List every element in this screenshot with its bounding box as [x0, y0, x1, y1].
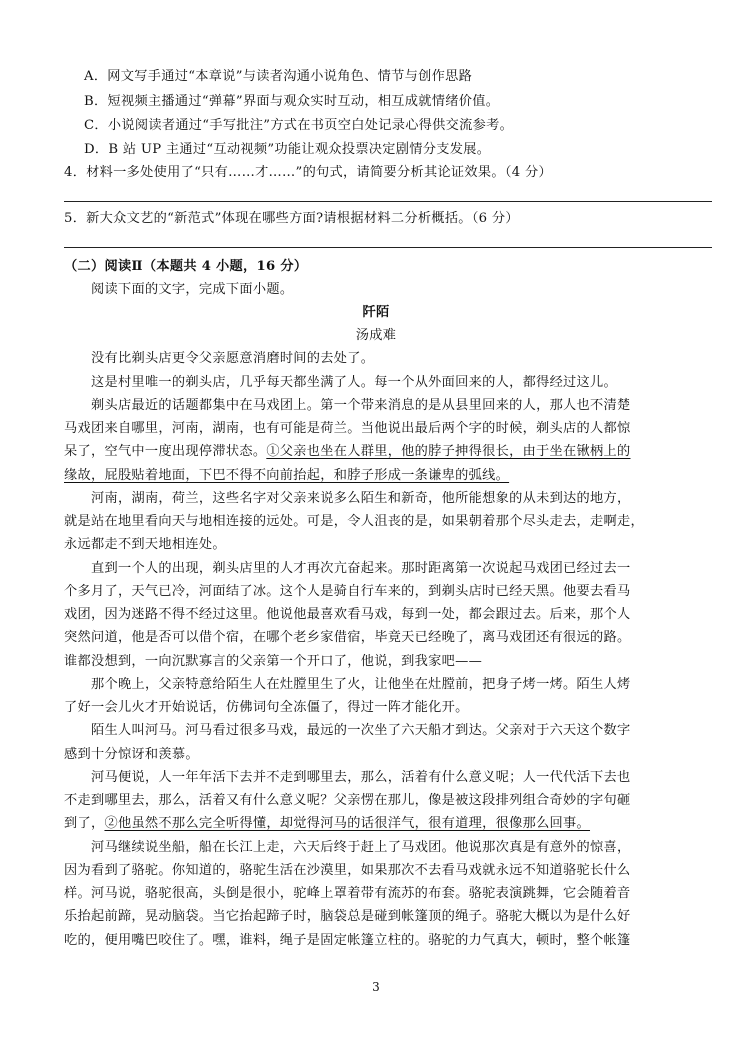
paragraph-9-line-3: 样。河马说，骆驼很高，头倒是很小，驼峰上罩着带有流苏的布套。骆驼表演跳舞，它会随着音: [64, 886, 631, 901]
answer-line-5: [64, 247, 712, 248]
paragraph-9-line-1: 河马继续说坐船，船在长江上走，六天后终于赶上了马戏团。他说那次真是有意外的惊喜，: [91, 840, 631, 855]
option-a: A．网文写手通过“本章说”与读者沟通小说角色、情节与创作思路: [84, 69, 473, 84]
paragraph-9-line-4: 乐抬起前蹄，晃动脑袋。当它抬起蹄子时，脑袋总是碰到帐篷顶的绳子。骆驼大概以为是什么好: [64, 909, 631, 924]
question-4: 4．材料一多处使用了“只有……才……”的句式，请简要分析其论证效果。（4 分）: [64, 165, 552, 180]
paragraph-3-line-3: [64, 443, 630, 461]
paragraph-4-line-2: 就是站在地里看向天与地相连接的远处。可是，令人沮丧的是，如果朝着那个尽头走去，走啊走，: [64, 514, 644, 529]
option-b: B．短视频主播通过“弹幕”界面与观众实时互动，相互成就情绪价值。: [84, 94, 500, 109]
paragraph-7-line-2: 感到十分惊讶和羡慕。: [64, 747, 199, 762]
instruction: 阅读下面的文字，完成下面小题。: [91, 282, 294, 297]
underlined-sentence-1-cont: 缘故，屁股贴着地面，下巴不得不向前抬起，和脖子形成一条谦卑的弧线。: [64, 468, 510, 483]
question-5: 5．新大众文艺的“新范式”体现在哪些方面?请根据材料二分析概括。（6 分）: [64, 211, 519, 226]
paragraph-7-line-1: 陌生人叫河马。河马看过很多马戏，最远的一次坐了六天船才到达。父亲对于六天这个数字: [91, 723, 631, 738]
underlined-sentence-1: ①父亲也坐在人群里，他的脖子抻得很长，由于坐在锹柄上的: [266, 444, 631, 459]
paragraph-1: 没有比剃头店更令父亲愿意消磨时间的去处了。: [91, 351, 375, 366]
paragraph-8-line-1: 河马便说，人一年年活下去并不走到哪里去，那么，活着有什么意义呢；人一代代活下去也: [91, 770, 631, 785]
underlined-sentence-2: ②他虽然不那么完全听得懂，却觉得河马的话很洋气，很有道理，很像那么回事。: [104, 816, 591, 831]
paragraph-6-line-2: 了好一会儿火才开始说话，仿佛词句全冻僵了，得过一阵才能化开。: [64, 700, 469, 715]
paragraph-8-line-2: 不走到哪里去，那么，活着又有什么意义呢？父亲愣在那儿，像是被这段排列组合奇妙的字句砸: [64, 793, 631, 808]
paragraph-3-line-2: 马戏团来自哪里，河南，湖南，也有可能是荷兰。当他说出最后两个字的时候，剃头店的人都惊: [64, 421, 631, 436]
option-c: C．小说阅读者通过“手写批注”方式在书页空白处记录心得供交流参考。: [84, 118, 514, 133]
article-title: 阡陌: [362, 305, 390, 320]
paragraph-2: 这是村里唯一的剃头店，几乎每天都坐满了人。每一个从外面回来的人，都得经过这儿。: [91, 375, 618, 390]
paragraph-5-line-2: 个多月了，天气已冷，河面结了冰。这个人是骑自行车来的，到剃头店时已经天黑。他要去看马: [64, 584, 631, 599]
section-heading: （二）阅读Ⅱ（本题共 4 小题，16 分）: [64, 259, 308, 274]
paragraph-6-line-1: 那个晚上，父亲特意给陌生人在灶膛里生了火，让他坐在灶膛前，把身子烤一烤。陌生人烤: [91, 677, 631, 692]
paragraph-8-line-3-plain: 到了，: [64, 816, 105, 831]
paragraph-5-line-5: 谁都没想到，一向沉默寡言的父亲第一个开口了，他说，到我家吧——: [64, 654, 483, 669]
paragraph-8-line-3: [64, 815, 590, 833]
paragraph-9-line-2: 因为看到了骆驼。你知道的，骆驼生活在沙漠里，如果那次不去看马戏就永远不知道骆驼长什么: [64, 863, 631, 878]
paragraph-3-line-3-plain: 呆了，空气中一度出现停滞状态。: [64, 444, 267, 459]
paragraph-5-line-4: 突然问道，他是否可以借个宿，在哪个老乡家借宿，毕竟天已经晚了，离马戏团还有很远的路。: [64, 630, 631, 645]
paragraph-5-line-1: 直到一个人的出现，剃头店里的人才再次亢奋起来。那时距离第一次说起马戏团已经过去一: [91, 561, 631, 576]
page-number: 3: [372, 980, 380, 994]
paragraph-9-line-5: 吃的，便用嘴巴咬住了。嘿，谁料，绳子是固定帐篷立柱的。骆驼的力气真大，顿时，整个帐篷: [64, 933, 631, 948]
article-author: 汤成难: [355, 328, 397, 343]
paragraph-4-line-3: 永远都走不到天地相连处。: [64, 537, 226, 552]
answer-line-4: [64, 201, 712, 202]
option-d: D．B 站 UP 主通过“互动视频”功能让观众投票决定剧情分支发展。: [84, 142, 491, 157]
paragraph-3-line-1: 剃头店最近的话题都集中在马戏团上。第一个带来消息的是从县里回来的人，那人也不清楚: [91, 398, 631, 413]
paragraph-5-line-3: 戏团，因为迷路不得不经过这里。他说他最喜欢看马戏，每到一处，都会跟过去。后来，那个人: [64, 607, 631, 622]
paragraph-4-line-1: 河南，湖南，荷兰，这些名字对父亲来说多么陌生和新奇，他所能想象的从未到达的地方，: [91, 491, 631, 506]
